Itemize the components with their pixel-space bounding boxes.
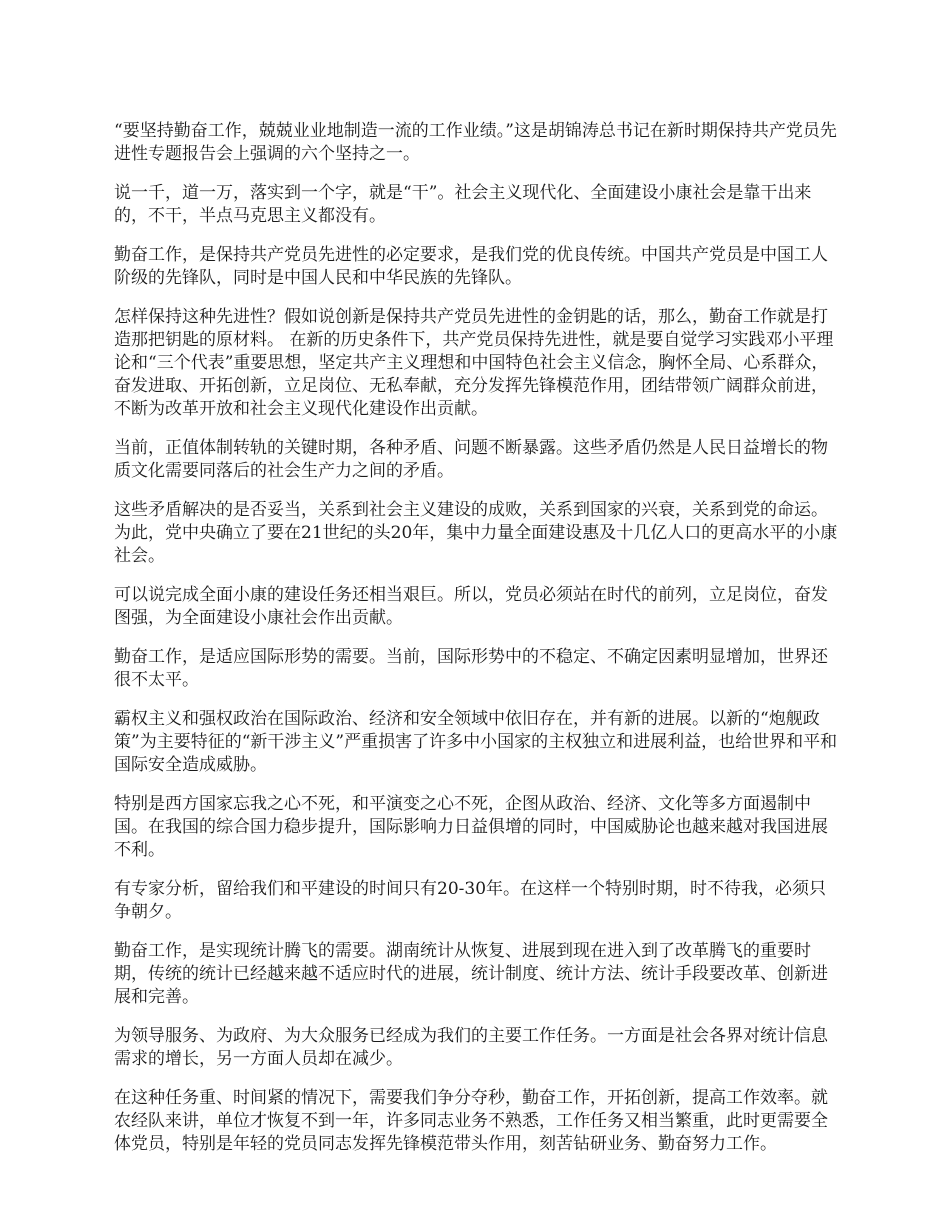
paragraph: 说一千，道一万，落实到一个字，就是“干”。社会主义现代化、全面建设小康社会是靠干出来的，不干，半点马克思主义都没有。: [114, 183, 812, 226]
paragraph: 怎样保持这种先进性？假如说创新是保持共产党员先进性的金钥匙的话，那么，勤奋工作就是打造那把钥匙的原材料。 在新的历史条件下，共产党员保持先进性，就是要自觉学习实践邓小平理论和“三个代表”重要思想，坚定共产主义理想和中国特色社会主义信念，胸怀全局、心系群众，奋发进取、开拓创新，立足岗位、无私奉献，充分发挥先锋模范作用，团结带领广阔群众前进，不断为改革开放和社会主义现代化建设作出贡献。: [114, 307, 834, 419]
document-body: [114, 120, 840, 1172]
paragraph: 勤奋工作，是实现统计腾飞的需要。湖南统计从恢复、进展到现在进入到了改革腾飞的重要时期，传统的统计已经越来越不适应时代的进展，统计制度、统计方法、统计手段要改革、创新进展和完善。: [114, 941, 828, 1007]
paragraph: 这些矛盾解决的是否妥当，关系到社会主义建设的成败，关系到国家的兴衰，关系到党的命运。为此，党中央确立了要在21世纪的头20年，集中力量全面建设惠及十几亿人口的更高水平的小康社会。: [114, 500, 838, 566]
paragraph: 为领导服务、为政府、为大众服务已经成为我们的主要工作任务。一方面是社会各界对统计信息需求的增长，另一方面人员却在减少。: [114, 1026, 828, 1069]
paragraph: 特别是西方国家忘我之心不死，和平演变之心不死，企图从政治、经济、文化等多方面遏制中国。在我国的综合国力稳步提升，国际影响力日益俱增的同时，中国威胁论也越来越对我国进展不利。: [114, 794, 828, 860]
paragraph: 可以说完成全面小康的建设任务还相当艰巨。所以，党员必须站在时代的前列，立足岗位，奋发图强，为全面建设小康社会作出贡献。: [114, 585, 828, 628]
paragraph: 有专家分析，留给我们和平建设的时间只有20-30年。在这样一个特别时期，时不待我，必须只争朝夕。: [114, 879, 827, 922]
paragraph: 勤奋工作，是保持共产党员先进性的必定要求，是我们党的优良传统。中国共产党员是中国工人阶级的先锋队，同时是中国人民和中华民族的先锋队。: [114, 245, 828, 288]
paragraph: 在这种任务重、时间紧的情况下，需要我们争分夺秒，勤奋工作，开拓创新，提高工作效率。就农经队来讲，单位才恢复不到一年，许多同志业务不熟悉，工作任务又相当繁重，此时更需要全体党员，特别是年轻的党员同志发挥先锋模范带头作用，刻苦钻研业务、勤奋努力工作。: [114, 1088, 828, 1154]
paragraph: 霸权主义和强权政治在国际政治、经济和安全领域中依旧存在，并有新的进展。以新的“炮舰政策”为主要特征的“新干涉主义”严重损害了许多中小国家的主权独立和进展利益，也给世界和平和国际安全造成威胁。: [114, 709, 838, 775]
paragraph: “要坚持勤奋工作，兢兢业业地制造一流的工作业绩。”这是胡锦涛总书记在新时期保持共产党员先进性专题报告会上强调的六个坚持之一。: [114, 121, 837, 164]
paragraph: 勤奋工作，是适应国际形势的需要。当前，国际形势中的不稳定、不确定因素明显增加，世界还很不太平。: [114, 647, 828, 690]
paragraph: 当前，正值体制转轨的关键时期，各种矛盾、问题不断暴露。这些矛盾仍然是人民日益增长的物质文化需要同落后的社会生产力之间的矛盾。: [114, 438, 828, 481]
